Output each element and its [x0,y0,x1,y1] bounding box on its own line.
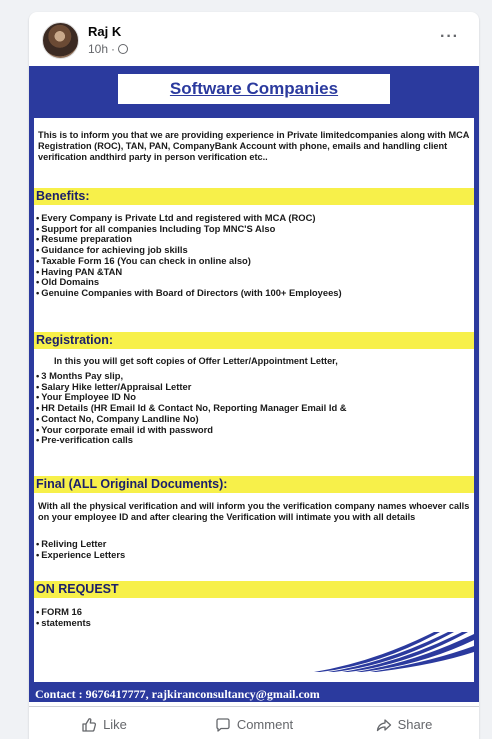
poster-right-border [474,66,479,702]
on-request-list [36,607,466,628]
contact-text: Contact : 9676417777, rajkiranconsultancy@gmail.com [35,687,320,701]
list-item: • Having PAN &TAN [36,267,466,278]
list-item: • Guidance for achieving job skills [36,245,466,256]
benefits-list [36,213,466,299]
on-request-heading-bar [34,581,474,598]
list-item: • Genuine Companies with Board of Directors (with 100+ Employees) [36,288,466,299]
on-request-heading: ON REQUEST [36,582,119,596]
meta-separator: · [111,42,116,56]
final-heading-bar [34,476,474,493]
list-item: • Contact No, Company Landline No) [36,414,466,425]
final-heading: Final (ALL Original Documents): [36,477,228,491]
list-item: • statements [36,618,466,629]
list-item: • Your corporate email id with password [36,425,466,436]
more-options-icon[interactable]: ··· [440,28,459,45]
comment-icon [215,717,231,733]
list-item: • Experience Letters [36,550,466,561]
list-item: • HR Details (HR Email Id & Contact No, Reporting Manager Email Id & [36,403,466,414]
poster-title: Software Companies [169,79,339,98]
like-button[interactable] [29,707,179,736]
list-item: • Taxable Form 16 (You can check in online also) [36,256,466,267]
comment-label: Comment [236,717,294,732]
post-meta [88,42,128,56]
list-item: • Resume preparation [36,234,466,245]
list-item: • FORM 16 [36,607,466,618]
intro-text: This is to inform you that we are providing experience in Private limitedcompanies along with MCA Registration (ROC), TAN, PAN, CompanyBank Account with phone, emails and handling client verification andthird party in person verification etc.. [38,130,470,162]
registration-heading-bar [34,332,474,349]
list-item: • Pre-verification calls [36,435,466,446]
comment-button[interactable] [179,707,329,736]
list-item: • Old Domains [36,277,466,288]
share-icon [376,717,392,733]
decorative-stripes [314,632,474,672]
post-header [29,12,479,64]
list-item: • Support for all companies Including Top MNC'S Also [36,224,466,235]
benefits-heading: Benefits: [36,189,90,203]
benefits-heading-bar [34,188,474,205]
globe-icon [118,44,128,54]
post-card [29,12,479,739]
share-label: Share [397,717,433,732]
post-time[interactable]: 10h [88,42,109,56]
thumbs-up-icon [81,717,97,733]
like-label: Like [103,717,127,732]
post-actions [29,706,479,736]
final-list [36,539,466,560]
poster-left-border [29,66,34,702]
list-item: • Salary Hike letter/Appraisal Letter [36,382,466,393]
registration-intro: In this you will get soft copies of Offer Letter/Appointment Letter, [54,356,338,366]
final-intro: With all the physical verification and will inform you the verification company names whoever calls on your employee ID and after clearing the Verification will intimate you with all details [38,501,470,522]
registration-heading: Registration: [36,333,114,347]
registration-list [36,371,466,446]
list-item: • 3 Months Pay slip, [36,371,466,382]
list-item: • Every Company is Private Ltd and registered with MCA (ROC) [36,213,466,224]
share-button[interactable] [329,707,479,736]
author-name[interactable]: Raj K [88,24,122,39]
avatar[interactable] [42,22,79,59]
list-item: • Reliving Letter [36,539,466,550]
poster-title-box [118,74,390,104]
list-item: • Your Employee ID No [36,392,466,403]
post-image[interactable] [29,66,479,702]
